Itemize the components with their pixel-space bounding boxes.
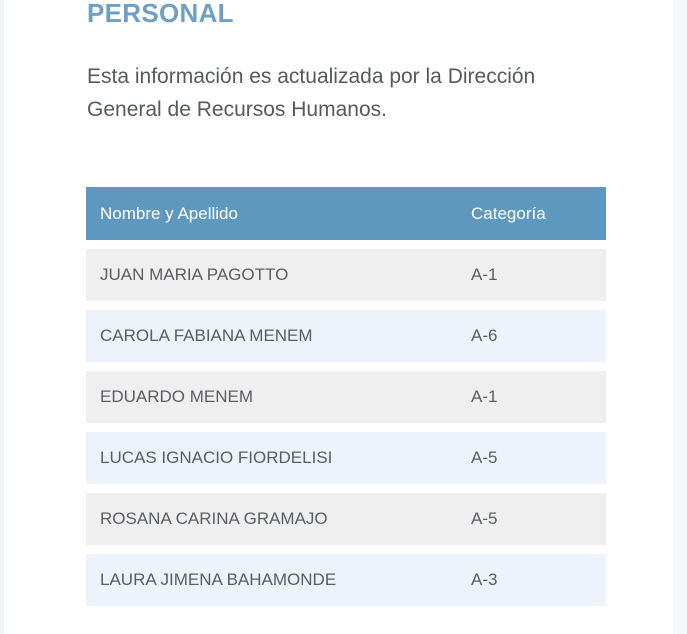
section-title: PERSONAL — [87, 0, 234, 28]
section-description: Esta información es actualizada por la Dirección General de Recursos Humanos. — [87, 65, 536, 121]
right-edge-strip — [673, 0, 687, 634]
cell-category: A-5 — [471, 509, 498, 528]
cell-name: CAROLA FABIANA MENEM — [100, 326, 313, 345]
table-row — [86, 249, 606, 301]
cell-name: LUCAS IGNACIO FIORDELISI — [100, 448, 333, 467]
table-header — [86, 187, 606, 240]
cell-name: ROSANA CARINA GRAMAJO — [100, 509, 328, 528]
table-row — [86, 310, 606, 362]
cell-name: EDUARDO MENEM — [100, 387, 254, 406]
cell-name: JUAN MARIA PAGOTTO — [100, 265, 289, 284]
header-name: Nombre y Apellido — [100, 203, 238, 223]
table-row — [86, 432, 606, 484]
cell-category: A-1 — [471, 387, 498, 406]
cell-category: A-6 — [471, 326, 498, 345]
cell-name: LAURA JIMENA BAHAMONDE — [100, 570, 337, 589]
table-row — [86, 371, 606, 423]
table-row — [86, 493, 606, 545]
cell-category: A-5 — [471, 448, 498, 467]
personal-table — [86, 187, 606, 615]
left-edge-strip — [0, 0, 4, 634]
cell-category: A-1 — [471, 265, 498, 284]
header-category: Categoría — [471, 203, 546, 223]
table-row — [86, 554, 606, 606]
cell-category: A-3 — [471, 570, 498, 589]
